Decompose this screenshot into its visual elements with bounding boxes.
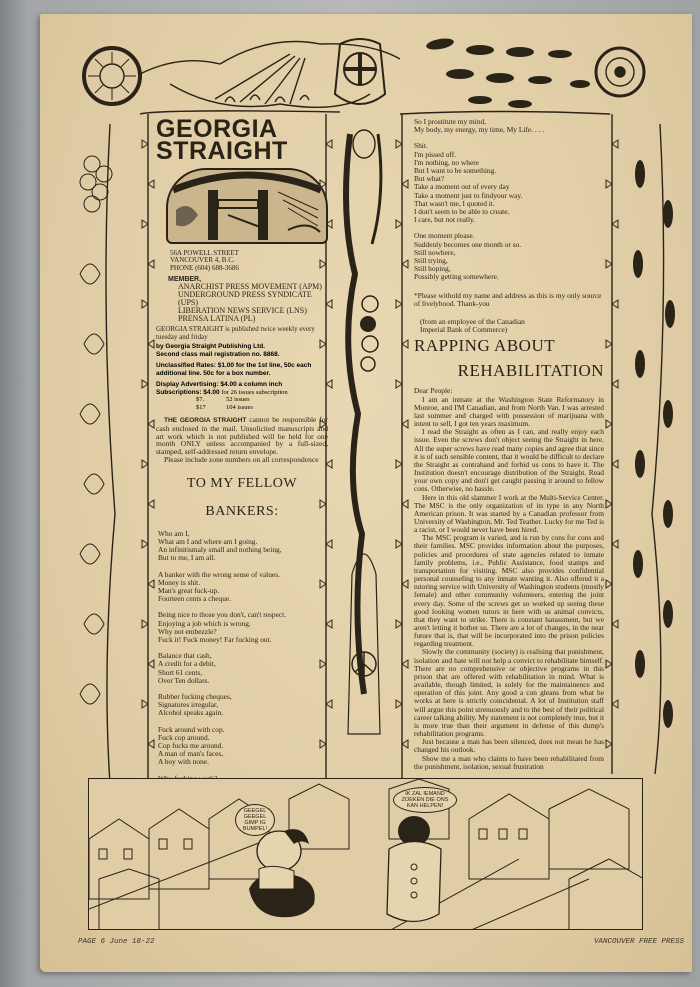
poem-stanza — [158, 693, 328, 718]
article-headline-line-1: RAPPING ABOUT — [414, 336, 556, 356]
poem-line: Still hoping, — [414, 264, 451, 274]
zone-note: Please include zone numbers on all correspondence — [164, 454, 319, 464]
member-item: PRENSA LATINA (PL) — [178, 314, 256, 324]
article-paragraph: Just because a man has been silenced, does not mean he has changed his outlook. — [414, 737, 604, 755]
poem-line: An infinitismaly small and nothing being, — [158, 545, 282, 555]
article-headline-line-2: REHABILITATION — [457, 361, 604, 381]
poem-line: A man of man's faces, — [158, 749, 224, 759]
publication-name: VANCOUVER FREE PRESS — [594, 938, 685, 946]
address-street: 56A POWELL STREET — [170, 249, 239, 257]
disclaimer — [156, 416, 328, 463]
poem-line: My body, my energy, my time, My Life. . . . — [414, 125, 545, 135]
poem-body — [158, 530, 328, 808]
article-paragraph: I am an inmate at the Washington State Reformatory in Monroe, and I'M Canadian, and from North Van. I was arrested last summer and charged with possession of marijuana with intent to sell, I got ten years maximum. — [414, 394, 604, 429]
poem-line: Signatures irregular, — [158, 700, 219, 710]
poem-line: But what? — [414, 174, 445, 184]
poem-line: Alcohol speaks again. — [158, 708, 224, 718]
poem-line: But to me, I am all. — [158, 553, 216, 563]
poem-line: What am I and where am I going. — [158, 536, 258, 546]
poem-line: Fuck around with cop. — [158, 724, 225, 734]
poem-line: Money is shit. — [158, 577, 201, 587]
poem-line: A banker with the wrong sense of values. — [158, 569, 280, 579]
subscription-price: Subscriptions: $4.00 — [156, 388, 220, 396]
member-list — [178, 283, 328, 323]
subscription-desc: for 26 issues subscription — [221, 388, 288, 396]
poem-line: Rubber fucking cheques, — [158, 691, 232, 701]
subscriptions — [156, 389, 328, 412]
poem-line: Who am I, — [158, 528, 190, 538]
town-cartoon-illustration — [88, 778, 643, 930]
poem-line: Being nice to those you don't, can't respect. — [158, 610, 287, 620]
article-paragraph: Slowly the community (society) is realising that punishment, isolation and hate will not help a convict to rehabilitate himself. There are no comprehensive or objective programs in this prison that are offered with rehabilitation in mind. What is available, though limited, is solely for the maintainence and operation of this joint. Any good a con gleans from what he works at here is strictly coincidental. A lot of Institution staff will argue this point strenuously and to the best of their political career talking ability. My statement is not completely true, but it is more true than their argument in defense of this dump's rehabilitation programs. — [414, 647, 604, 739]
speech-bubble-left: GEEGEL GEEGEL GIMP IG BUMPEL! — [235, 804, 275, 836]
poem-line: Why not embezzle? — [158, 626, 217, 636]
poem-line: Still trying, — [414, 256, 448, 266]
left-column — [156, 115, 329, 807]
disclaimer-text: cannot be responsible for cash enclosed in the mail. Unsolicited manuscripts and art work which is not published will be held for one month ONLY unless accompanied by a full-sized, stamped, self-addressed return envelope. — [156, 415, 329, 457]
poem-line: But I want to be something. — [414, 166, 497, 176]
poem-line: Suddenly becomes one month or so. — [414, 239, 522, 249]
poem-line: One moment please. — [414, 231, 475, 241]
poem-line: Fuck it! Fuck money! Far fucking out. — [158, 634, 272, 644]
subscription-price: $7. — [196, 396, 205, 404]
article-paragraph: Show me a man who claims to have been rehabilitated from the punishment, isolation, sexual frustration — [414, 753, 604, 771]
poem-line: Short 61 cents, — [158, 667, 203, 677]
subscription-desc: 52 issues — [226, 396, 250, 404]
poem-stanza — [158, 611, 328, 644]
poem-line: Balance that cash, — [158, 651, 212, 661]
poem-line: Shit. — [414, 141, 428, 151]
poem-line: Take a moment just to findyour way. — [414, 190, 523, 200]
poem-line: Man's great fuck-up. — [158, 585, 220, 595]
poem-line: I'm nothing, no where — [414, 157, 479, 167]
houses-illustration — [89, 779, 643, 930]
poem-line: Still nowhere, — [414, 247, 456, 257]
address-city: VANCOUVER 4, B.C. — [170, 256, 235, 265]
poem-line: Fuck cop around. — [158, 732, 210, 742]
mail-registration: Second class mail registration no. 8868. — [156, 350, 280, 358]
poem-attribution: (from an employee of the Canadian Imperial Bank of Commerce) — [420, 317, 525, 335]
member-heading: MEMBER, — [168, 276, 202, 284]
poem-line: Over Ten dollars. — [158, 675, 210, 685]
masthead-line-2: STRAIGHT — [156, 137, 288, 165]
article-paragraph: Here in this old slammer I work at the Multi-Service Center. The MSC is the only organization of its type in any North American prison. It was started by a Canadian professor from University of Washington, Mr. Ted Teather. Lucky for me Ted is a racist, or I would never have been hired. — [414, 492, 604, 535]
article-paragraph: I read the Straight as often as I can, and really enjoy each issue. Even the screws don't object seeing the Straight in here. All the super screws have read many copies and agree that since it is of such sensible content, that it would be difficult to declare the Straight as contraband and forbid us cons to have it. The Institution doesn't encourage distribution of the Straight. Read your own copy and don't get caught passing it around to fellow cons. Otherwise, no hassle. — [414, 427, 604, 494]
poem-stanza — [158, 726, 328, 767]
member-item: LIBERATION NEWS SERVICE (LNS) — [178, 306, 307, 316]
speech-bubble-right: IK ZAL IEMAND ZOEKEN DIE ONS KAN HELPEN! — [393, 787, 457, 813]
poem-line: A boy with none. — [158, 757, 209, 767]
poem-line: Take a moment out of every day — [414, 182, 510, 192]
poem-line: Possibly getting somewhere. — [414, 272, 499, 282]
member-item: ANARCHIST PRESS MOVEMENT (APM) — [178, 282, 322, 292]
poem-title-line-2: BANKERS: — [205, 503, 279, 519]
poem-stanza — [158, 530, 328, 563]
masthead-title — [156, 115, 328, 165]
subscription-desc: 104 issues — [226, 403, 253, 411]
poem-line: A credit for a debit, — [158, 659, 216, 669]
address-block — [170, 250, 328, 272]
article-salutation: Dear People: — [414, 386, 453, 396]
poem-line: I'm pissed off. — [414, 149, 457, 159]
publication-schedule: GEORGIA STRAIGHT is published twice weekly every tuesday and friday — [156, 325, 315, 342]
article-body — [414, 387, 604, 770]
publisher: by Georgia Straight Publishing Ltd. — [156, 343, 266, 351]
poem-line: I don't seem to be able to create. — [414, 207, 510, 217]
poem-line: Fourteen cents a cheque. — [158, 594, 232, 604]
poem-continued — [414, 118, 604, 282]
member-item: UNDERGROUND PRESS SYNDICATE (UPS) — [178, 290, 312, 308]
poem-title-line-1: TO MY FELLOW — [186, 475, 298, 491]
poem-line: Enjoying a job which is wrong. — [158, 618, 251, 628]
display-advertising: Display Advertising: $4.00 a column inch — [156, 381, 283, 389]
poem-line: I care, but not really. — [414, 215, 476, 225]
subscription-price: $17 — [196, 403, 206, 411]
poem-footnote: *Please withold my name and address as this is my only source of livelyhood. Thank-you — [414, 290, 602, 308]
masthead-line-1: GEORGIA — [156, 115, 278, 143]
right-column — [414, 118, 604, 771]
poem-line: That wasn't me, I quoted it. — [414, 198, 495, 208]
poem-line: So I prostitute my mind, — [414, 117, 487, 126]
phone-number: PHONE (604) 688-3686 — [170, 263, 239, 272]
disclaimer-lead: THE GEORGIA STRAIGHT — [164, 417, 247, 425]
article-paragraph: The MSC program is varied, and is run by cons for cons and their families. MSC provides information about the purposes, policies and procedures of state agencies related to inmate family problems, i.e., Public Assistance, food stamps and transportation for visiting. MSC also provides confidential personal counseling to any inmate wanting it. Also offered it a tutoring service with University of Washington students (mostly female) and other community volunteers, entering the joint every day. Some of the screws get so worked up seeing these good looking women tutors in here with us animal convicts, that they want to strike. There is constant harassment, but we aren't letting it bother us. There are a lot of changes, in the near future that is, that will be incorporated into the prison policies regarding treatment. — [414, 533, 604, 649]
printing-press-icon — [168, 170, 326, 242]
poem-stanza — [158, 571, 328, 604]
printing-press-illustration — [166, 168, 328, 244]
poem-stanza — [158, 652, 328, 685]
unclassified-rates: Unclassified Rates: $1.00 for the 1st line, 50c each additional line. 50c for a box number. — [156, 362, 312, 377]
page-number-date: PAGE 6 June 18-22 — [78, 938, 155, 946]
poem-line: Cop fucks me around. — [158, 740, 224, 750]
